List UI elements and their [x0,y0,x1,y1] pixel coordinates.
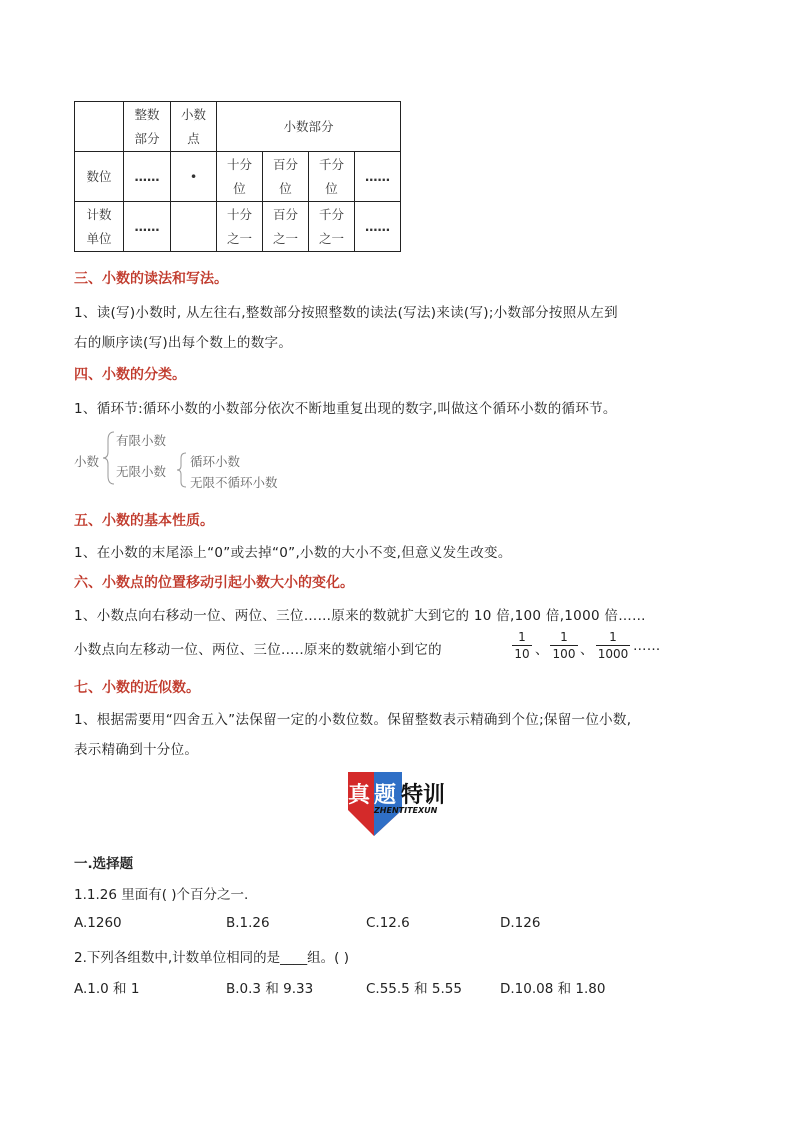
fraction-numerator: 1 [518,630,526,644]
section-3-title: 三、小数的读法和写法。 [74,271,228,287]
tree-nonrecurring: 无限不循环小数 [190,475,278,490]
question-1-option-b: B.1.26 [226,915,270,931]
logo-subtitle: ZHENTITEXUN [374,806,438,815]
question-1-option-a: A.1260 [74,915,122,931]
table-cell-point: • [171,152,217,202]
table-header-decimal-point: 小数 点 [171,102,217,152]
section-3-paragraph-line-1: 1、读(写)小数时, 从左往右,整数部分按照整数的读法(写法)来读(写);小数部分按照从左到 [74,305,618,321]
section-7-paragraph-line-2: 表示精确到十分位。 [74,742,199,758]
fraction-denominator: 100 [552,647,576,661]
tree-recurring: 循环小数 [190,454,241,469]
section-3-paragraph-line-2: 右的顺序读(写)出每个数上的数字。 [74,335,293,351]
zhenti-texun-logo [344,770,454,840]
question-1-text: 1.1.26 里面有( )个百分之一. [74,887,249,903]
tree-infinite: 无限小数 [116,464,167,479]
fraction-numerator: 1 [560,630,568,644]
place-value-table [74,101,401,252]
question-2-option-b: B.0.3 和 9.33 [226,981,314,997]
table-cell: …… [355,152,401,202]
question-2-option-c: C.55.5 和 5.55 [366,981,462,997]
fraction-denominator: 10 [514,647,530,661]
table-cell: 十分 位 [217,152,263,202]
section-5-paragraph: 1、在小数的末尾添上“0”或去掉“0”,小数的大小不变,但意义发生改变。 [74,545,512,561]
table-cell: …… [124,202,171,252]
section-4-title: 四、小数的分类。 [74,367,186,383]
table-header-empty [75,102,124,152]
left-brace-icon [102,430,116,486]
table-cell: …… [355,202,401,252]
question-2-option-d: D.10.08 和 1.80 [500,981,606,997]
logo-char-2: 题 [374,783,397,808]
section-5-title: 五、小数的基本性质。 [74,513,214,529]
exercise-section-title: 一.选择题 [74,856,134,872]
table-row-label-unit: 计数 单位 [75,202,124,252]
logo-char-1: 真 [348,783,371,808]
fraction-separator: 、 [580,642,594,658]
fraction-denominator: 1000 [597,647,629,661]
table-cell: 百分 位 [263,152,309,202]
table-cell: 百分 之一 [263,202,309,252]
table-header-decimal-part: 小数部分 [217,102,401,152]
tree-finite: 有限小数 [116,433,167,448]
logo-text-rest: 特训 [401,783,446,808]
section-6-paragraph-line-2: 小数点向左移动一位、两位、三位.....原来的数就缩小到它的 [74,642,442,658]
section-6-title: 六、小数点的位置移动引起小数大小的变化。 [74,575,354,591]
fraction-tail: …… [633,638,661,654]
tree-root: 小数 [74,454,100,469]
table-cell: …… [124,152,171,202]
table-header-integer-part: 整数 部分 [124,102,171,152]
question-2-option-a: A.1.0 和 1 [74,981,140,997]
table-row-label-place: 数位 [75,152,124,202]
table-cell: 十分 之一 [217,202,263,252]
fraction-numerator: 1 [609,630,617,644]
question-2-text: 2.下列各组数中,计数单位相同的是____组。( ) [74,950,349,966]
left-brace-icon [176,452,188,488]
question-1-option-d: D.126 [500,915,541,931]
section-7-title: 七、小数的近似数。 [74,680,200,696]
question-1-option-c: C.12.6 [366,915,410,931]
table-cell: 千分 之一 [309,202,355,252]
section-6-paragraph-line-1: 1、小数点向右移动一位、两位、三位……原来的数就扩大到它的 10 倍,100 倍,1000 倍…… [74,608,646,624]
section-7-paragraph-line-1: 1、根据需要用“四舍五入”法保留一定的小数位数。保留整数表示精确到个位;保留一位小数, [74,712,632,728]
fraction-tenth [512,629,532,662]
fraction-thousandth [596,629,630,662]
table-cell [171,202,217,252]
section-4-paragraph: 1、循环节:循环小数的小数部分依次不断地重复出现的数字,叫做这个循环小数的循环节。 [74,401,617,417]
fraction-separator: 、 [535,642,549,658]
table-cell: 千分 位 [309,152,355,202]
fraction-hundredth [550,629,578,662]
